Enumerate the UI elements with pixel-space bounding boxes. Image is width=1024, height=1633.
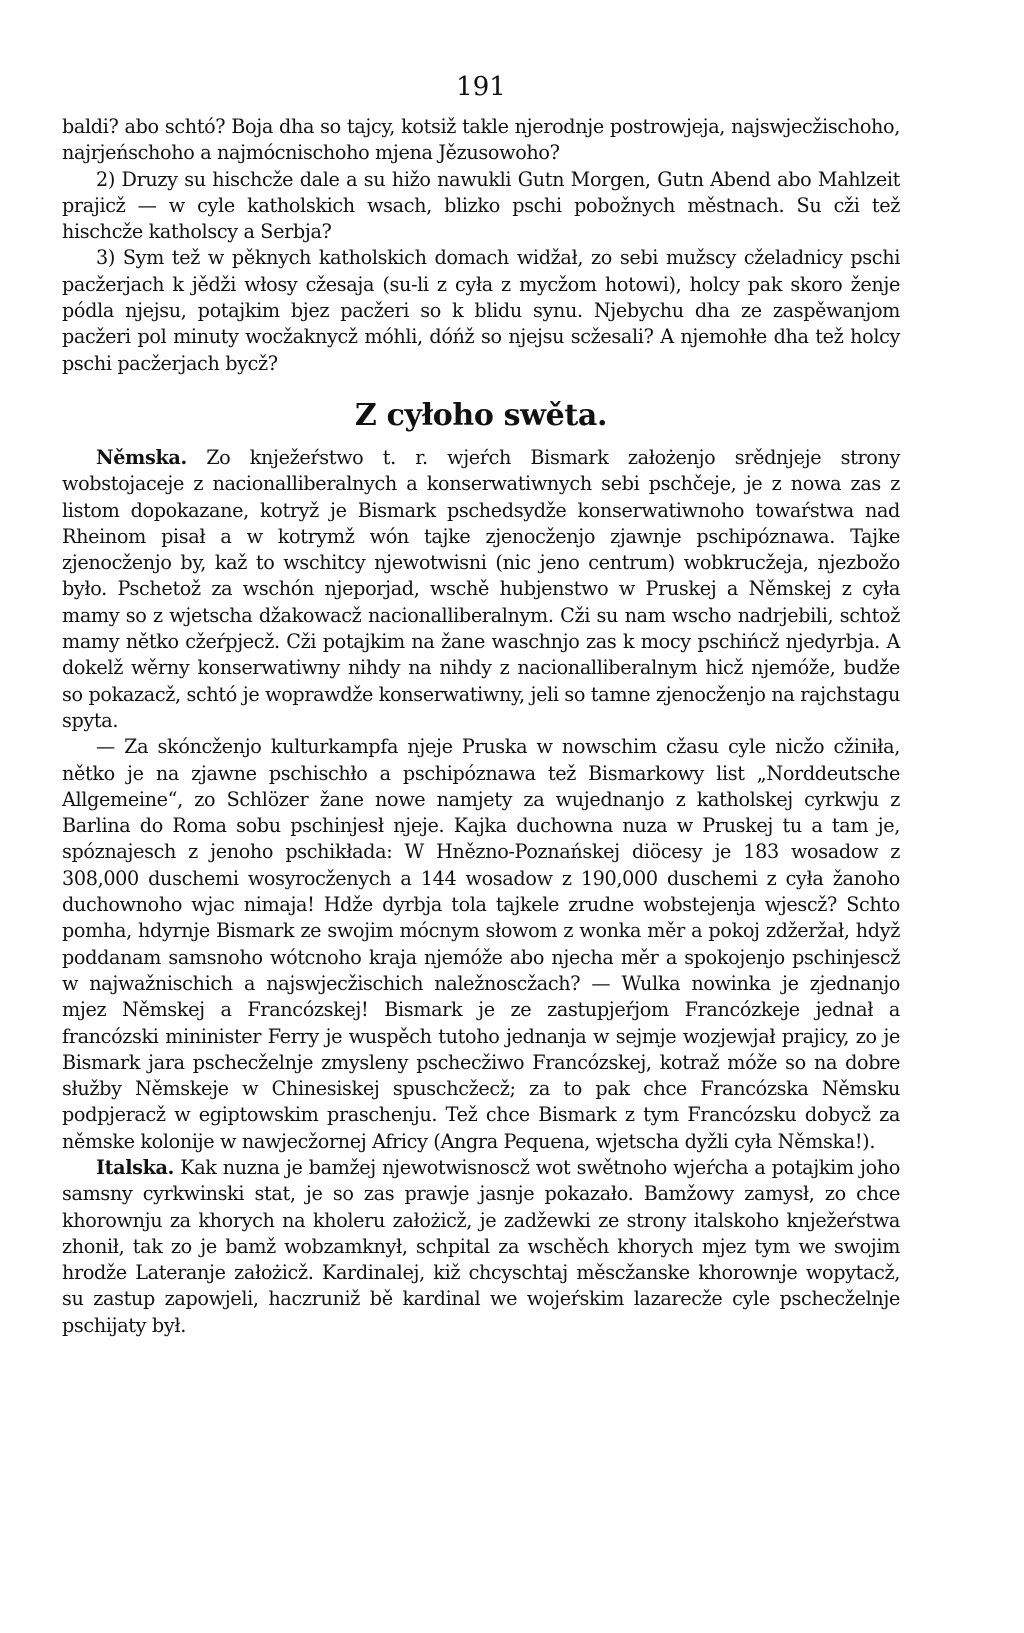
- paragraph: 3) Sym tež w pěknych katholskich domach widžał, zo sebi mužscy cželadnicy pschi pacžerjach k jědži włosy cžesaja (su-li z cyła z mycžom hotowi), holcy pak skoro ženje pódla njejsu, potajkim bjez pacžeri so k blidu synu. Njebychu dha ze zaspěwanjom pacžeri pol minuty wocžaknycž móhli, dóńž so njejsu scžesali? A njemohłe dha tež holcy pschi pacžerjach bycž?: [62, 246, 900, 375]
- page: [62, 72, 900, 1339]
- paragraph: baldi? abo schtó? Boja dha so tajcy, kotsiž takle njerodnje postrowjeja, najswjecžischoho, najrjeńschoho a najmócnischoho mjena Jězusowoho?: [62, 115, 900, 165]
- section-title: Z cyłoho swěta.: [354, 397, 608, 433]
- section-lead-nemska: Němska.: [96, 445, 187, 469]
- section-text: Kak nuzna je bamžej njewotwisnoscž wot swětnoho wjeŕcha a potajkim joho samsny cyrkwinski stat, je so zas prawje jasnje pokazało. Bamžowy zamysł, zo chce khorownju za khorych na kholeru założicž, je zadžewki ze strony italskoho knježeŕstwa zhonił, tak zo je bamž wobzamknył, schpital za wschěch khorych mjez tym we swojim hrodže Lateranje założicž. Kardinalej, kiž chcyschtaj měscžanske khorownje wopytacž, su zastup zapowjeli, haczruniž bě kardinal we wojeŕskim lazarecže cyle pschecželnje pschijaty był.: [62, 1155, 900, 1337]
- section-text: Zo knježeŕstwo t. r. wjeŕch Bismark założenjo srědnjeje strony wobstojaceje z nacionalliberalnych a konserwatiwnych sebi pschčeje, je z nowa zas z listom dopokazane, kotryž je Bismark pschedsydže konserwatiwnoho towaŕstwa nad Rheinom pisał a w kotrymž wón tajke zjenocženjo zjawnje pschipóznawa. Tajke zjenocženjo by, kaž to wschitcy njewotwisni (nic jeno centrum) wobkrucžeja, njezbožo było. Pschetož za wschón njeporjad, wschě hubjenstwo w Pruskej a Němskej z cyła mamy so z wjetscha džakowacž nacionalliberalnym. Cži su nam wscho nadrjebili, schtož mamy nětko cžeŕpjecž. Cži potajkim na žane waschnjo zas k mocy pschińcž njedyrbja. A dokelž wěrny konserwatiwny nihdy na nihdy z nacionalliberalnym hicž njemóže, budže so pokazacž, schtó je woprawdže konserwatiwny, jeli so tamne zjenocženjo na rajchstagu spyta.: [62, 445, 900, 732]
- page-number: 191: [456, 72, 506, 102]
- section-lead-italska: Italska.: [96, 1155, 174, 1179]
- section-paragraph: — Za skóncženjo kulturkampfa njeje Pruska w nowschim cžasu cyle nicžo cžiniła, nětko je na zjawne pschischło a pschipóznawa tež Bismarkowy list „Norddeutsche Allgemeine“, zo Schlözer žane nowe namjety za wujednanjo z katholskej cyrkwju z Barlina do Roma sobu pschinjesł njeje. Kajka duchowna nuza w Pruskej tu a tam je, spóznajesch z jenoho pschikłada: W Hnězno-Poznańskej diöcesy je 183 wosadow z 308,000 duschemi wosyrocženych a 144 wosadow z 190,000 duschemi z cyła žanoho duchownoho wjac nimaja! Hdže dyrbja tola tajkele zrudne wobstejenja wjescž? Schto pomha, hdyrnje Bismark ze swojim mócnym słowom z wonka měr a pokoj zdžeržał, hdyž poddanam samsnoho wótcnoho kraja njemóže abo njecha měr a spokojenjo pschinjescž w najwažnischich a najswjecžischich naležnoscžach? — Wulka nowinka je zjednanjo mjez Němskej a Francózskej! Bismark je ze zastupjeŕjom Francózkeje jednał a francózski mininister Ferry je wuspěch tutoho jednanja w sejmje wozjewjał prajicy, zo je Bismark jara pschecželnje zmysleny pschecžiwo Francózskej, kotraž móže so na dobre słužby Němskeje w Chinesiskej spuschcžecž; za to pak chce Francózska Němsku podpjeracž w egiptowskim praschenju. Tež chce Bismark z tym Francózsku dobycž za němske kolonije w nawjecžornej Africy (Angra Pequena, wjetscha dyžli cyła Němska!).: [62, 735, 900, 1153]
- section-paragraph-italska: [62, 1155, 900, 1339]
- paragraph: 2) Druzy su hischcže dale a su hižo nawukli Gutn Morgen, Gutn Abend abo Mahlzeit prajicž — w cyle katholskich wsach, blizko pschi pobožnych městnach. Su cži tež hischcže katholscy a Serbja?: [62, 167, 900, 244]
- body-text: [62, 114, 900, 1339]
- section-paragraph-nemska: [62, 445, 900, 734]
